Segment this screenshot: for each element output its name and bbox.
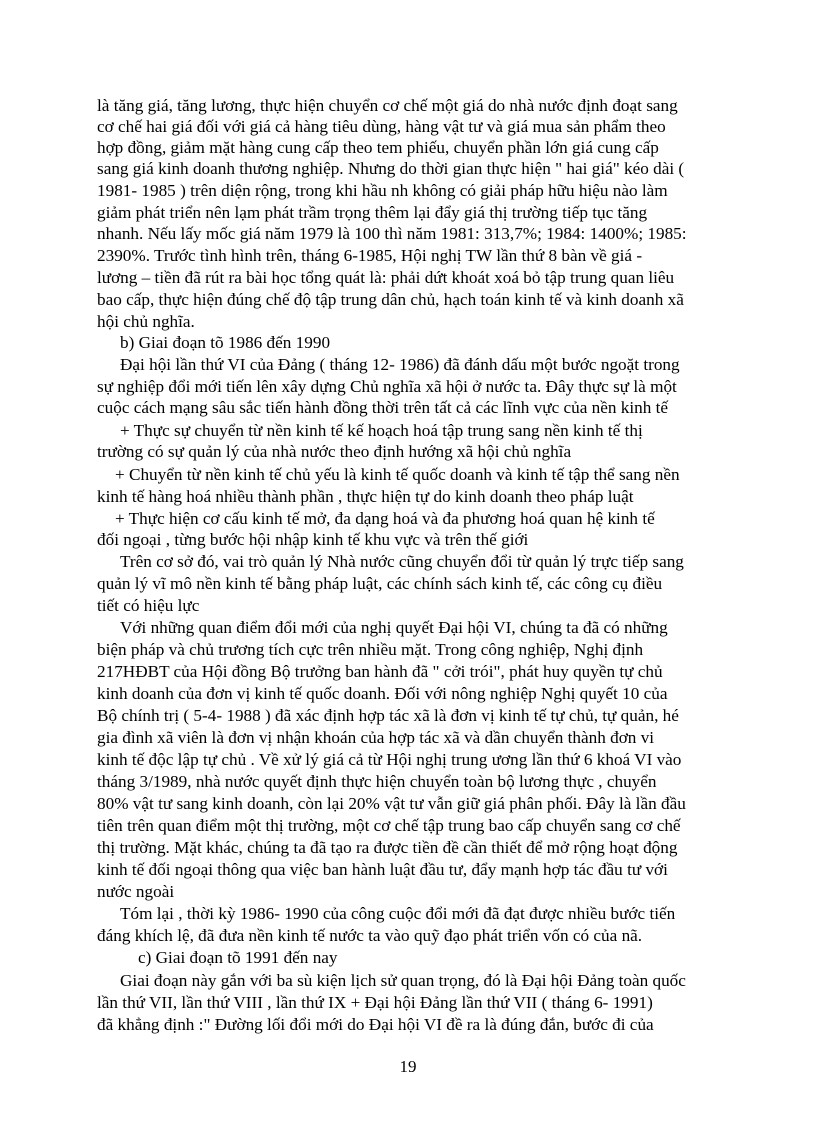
text-line: tiết có hiệu lực bbox=[97, 596, 200, 615]
text-line: tháng 3/1989, nhà nước quyết định thực hiện chuyển toàn bộ lương thực , chuyển bbox=[97, 772, 657, 791]
text-line: 1981- 1985 ) trên diện rộng, trong khi hầu nh không có giải pháp hữu hiệu nào làm bbox=[97, 181, 668, 200]
text-line: lương – tiền đã rút ra bài học tổng quát là: phải dứt khoát xoá bỏ tập trung quan liêu bbox=[97, 268, 675, 287]
text-line: đã khẳng định :" Đường lối đổi mới do Đại hội VI đề ra là đúng đắn, bước đi của bbox=[97, 1015, 654, 1034]
text-line: đáng khích lệ, đã đưa nền kinh tế nước ta vào quỹ đạo phát triển vốn có của nã. bbox=[97, 926, 643, 945]
text-line: b) Giai đoạn tõ 1986 đến 1990 bbox=[120, 333, 331, 352]
text-line: nước ngoài bbox=[97, 882, 175, 901]
text-line: thị trường. Mặt khác, chúng ta đã tạo ra được tiền đề cần thiết để mở rộng hoạt động bbox=[97, 838, 678, 857]
text-line: Trên cơ sở đó, vai trò quản lý Nhà nước cũng chuyển đổi từ quản lý trực tiếp sang bbox=[120, 552, 684, 571]
text-line: + Thực sự chuyển từ nền kinh tế kế hoạch hoá tập trung sang nền kinh tế thị bbox=[120, 421, 643, 440]
text-line: sự nghiệp đổi mới tiến lên xây dựng Chủ nghĩa xã hội ở nước ta. Đây thực sự là một bbox=[97, 377, 677, 396]
text-line: trường có sự quản lý của nhà nước theo định hướng xã hội chủ nghĩa bbox=[97, 442, 572, 461]
text-line: c) Giai đoạn tõ 1991 đến nay bbox=[138, 948, 338, 967]
text-line: Đại hội lần thứ VI của Đảng ( tháng 12- 1986) đã đánh dấu một bước ngoặt trong bbox=[120, 355, 680, 374]
text-line: Tóm lại , thời kỳ 1986- 1990 của công cuộc đổi mới đã đạt được nhiều bước tiến bbox=[120, 904, 676, 923]
text-line: gia đình xã viên là đơn vị nhận khoán của hợp tác xã và dần chuyển thành đơn vi bbox=[97, 728, 655, 747]
text-line: Bộ chính trị ( 5-4- 1988 ) đã xác định hợp tác xã là đơn vị kinh tế tự chủ, tự quản, hé bbox=[97, 706, 679, 725]
text-line: kinh doanh của đơn vị kinh tế quốc doanh. Đối với nông nghiệp Nghị quyết 10 của bbox=[97, 684, 668, 703]
text-line: 217HĐBT của Hội đồng Bộ trưởng ban hành đã " cởi trói", phát huy quyền tự chủ bbox=[97, 662, 663, 681]
page-number: 19 bbox=[399, 1057, 417, 1076]
text-line: tiên trên quan điểm một thị trường, một cơ chế tập trung bao cấp chuyển sang cơ chế bbox=[97, 816, 681, 835]
text-line: kinh tế đối ngoại thông qua việc ban hành luật đầu tư, đẩy mạnh hợp tác đầu tư với bbox=[97, 860, 668, 879]
text-line: lần thứ VII, lần thứ VIII , lần thứ IX + Đại hội Đảng lần thứ VII ( tháng 6- 1991) bbox=[97, 993, 653, 1012]
text-line: cuộc cách mạng sâu sắc tiến hành đồng thời trên tất cả các lĩnh vực của nền kinh tế bbox=[97, 398, 669, 417]
text-line: + Chuyển từ nền kinh tế chủ yếu là kinh tế quốc doanh và kinh tế tập thể sang nền bbox=[115, 465, 680, 484]
text-line: sang giá kinh doanh thương nghiệp. Nhưng do thời gian thực hiện " hai giá" kéo dài ( bbox=[97, 159, 685, 178]
text-line: kinh tế hàng hoá nhiều thành phần , thực hiện tự do kinh doanh theo pháp luật bbox=[97, 487, 634, 506]
text-line: hội chủ nghĩa. bbox=[97, 312, 195, 331]
text-line: bao cấp, thực hiện đúng chế độ tập trung dân chủ, hạch toán kinh tế và kinh doanh xã bbox=[97, 290, 684, 309]
text-line: 80% vật tư sang kinh doanh, còn lại 20% vật tư vẫn giữ giá phân phối. Đây là lần đầu bbox=[97, 794, 686, 813]
text-line: biện pháp và chủ trương tích cực trên nhiều mặt. Trong công nghiệp, Nghị định bbox=[97, 640, 644, 659]
text-line: quản lý vĩ mô nền kinh tế bằng pháp luật, các chính sách kinh tế, các công cụ điều bbox=[97, 574, 663, 593]
text-line: giảm phát triển nên lạm phát trầm trọng thêm lại đẩy giá thị trường tiếp tục tăng bbox=[97, 203, 648, 222]
text-line: nhanh. Nếu lấy mốc giá năm 1979 là 100 thì năm 1981: 313,7%; 1984: 1400%; 1985: bbox=[97, 224, 687, 243]
text-line: + Thực hiện cơ cấu kinh tế mở, đa dạng hoá và đa phương hoá quan hệ kinh tế bbox=[115, 509, 655, 528]
text-line: Với những quan điểm đổi mới của nghị quyết Đại hội VI, chúng ta đã có những bbox=[120, 618, 668, 637]
text-line: cơ chế hai giá đối với giá cả hàng tiêu dùng, hàng vật tư và giá mua sản phẩm theo bbox=[97, 117, 666, 136]
text-line: 2390%. Trước tình hình trên, tháng 6-1985, Hội nghị TW lần thứ 8 bàn về giá - bbox=[97, 246, 643, 265]
text-line: hợp đồng, giảm mặt hàng cung cấp theo tem phiếu, chuyển phần lớn giá cung cấp bbox=[97, 138, 659, 157]
text-line: là tăng giá, tăng lương, thực hiện chuyển cơ chế một giá do nhà nước định đoạt sang bbox=[97, 96, 678, 115]
text-line: kinh tế độc lập tự chủ . Về xử lý giá cả từ Hội nghị trung ương lần thứ 6 khoá VI vào bbox=[97, 750, 682, 769]
text-line: Giai đoạn này gắn với ba sù kiện lịch sử quan trọng, đó là Đại hội Đảng toàn quốc bbox=[120, 971, 686, 990]
text-line: đối ngoại , từng bước hội nhập kinh tế khu vực và trên thế giới bbox=[97, 530, 529, 549]
